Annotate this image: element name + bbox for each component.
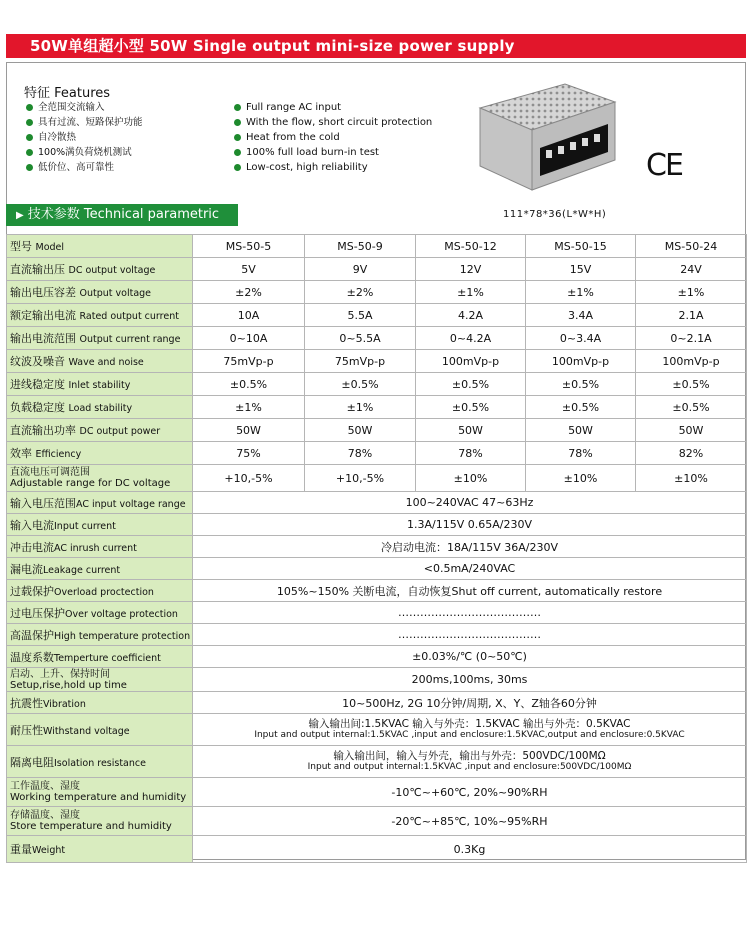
model-cell: MS-50-12	[416, 235, 526, 258]
bullet-icon	[26, 119, 33, 126]
table-row	[7, 692, 747, 714]
features-list-cn	[26, 100, 143, 175]
table-cell: 0~4.2A	[416, 327, 526, 350]
table-cell: +10,-5%	[305, 465, 416, 492]
table-cell: 15V	[526, 258, 636, 281]
row-label: 输入电流Input current	[7, 514, 193, 536]
table-row	[7, 668, 747, 692]
table-cell: 5.5A	[305, 304, 416, 327]
table-row	[7, 624, 747, 646]
table-cell: ±1%	[526, 281, 636, 304]
bullet-icon	[234, 164, 241, 171]
table-cell: ±1%	[305, 396, 416, 419]
row-label: 重量Weight	[7, 836, 193, 863]
row-label: 抗震性Vibration	[7, 692, 193, 714]
table-cell: …………………………………	[193, 624, 747, 646]
table-cell: 78%	[416, 442, 526, 465]
model-cell: MS-50-5	[193, 235, 305, 258]
table-row	[7, 558, 747, 580]
table-cell: 78%	[526, 442, 636, 465]
feature-item: 100% full load burn-in test	[234, 145, 432, 160]
table-cell: 75mVp-p	[193, 350, 305, 373]
table-row	[7, 465, 747, 492]
row-label: 漏电流Leakage current	[7, 558, 193, 580]
spec-table	[6, 234, 747, 863]
row-label: 输入电压范围AC input voltage range	[7, 492, 193, 514]
row-label: 输出电压容差 Output voltage	[7, 281, 193, 304]
model-cell: MS-50-15	[526, 235, 636, 258]
features-list-en	[234, 100, 432, 175]
table-cell: 75%	[193, 442, 305, 465]
feature-item: Low-cost, high reliability	[234, 160, 432, 175]
table-row	[7, 746, 747, 778]
table-row	[7, 442, 747, 465]
table-cell: ±10%	[416, 465, 526, 492]
table-cell: 0~5.5A	[305, 327, 416, 350]
row-label: 冲击电流AC inrush current	[7, 536, 193, 558]
row-label: 过电压保护Over voltage protection	[7, 602, 193, 624]
bullet-icon	[26, 134, 33, 141]
table-cell: 0~3.4A	[526, 327, 636, 350]
features-title: 特征 Features	[24, 86, 111, 101]
row-label: 存储温度、湿度 Store temperature and humidity	[7, 807, 193, 836]
row-label: 直流输出功率 DC output power	[7, 419, 193, 442]
table-cell: ±0.5%	[526, 396, 636, 419]
table-cell: 100mVp-p	[526, 350, 636, 373]
table-cell: 2.1A	[636, 304, 747, 327]
table-cell: 50W	[416, 419, 526, 442]
table-row	[7, 778, 747, 807]
table-cell: ±1%	[193, 396, 305, 419]
table-cell: 24V	[636, 258, 747, 281]
power-supply-image	[470, 78, 620, 196]
table-cell: ±0.5%	[636, 373, 747, 396]
table-row	[7, 258, 747, 281]
table-cell: …………………………………	[193, 602, 747, 624]
table-cell: ±10%	[636, 465, 747, 492]
table-cell: 100mVp-p	[416, 350, 526, 373]
table-row	[7, 396, 747, 419]
row-label: 额定输出电流 Rated output current	[7, 304, 193, 327]
table-row	[7, 492, 747, 514]
table-cell: 105%~150% 关断电流，自动恢复Shut off current, automatically restore	[193, 580, 747, 602]
feature-item: 低价位、高可靠性	[26, 160, 143, 175]
table-cell: 0~2.1A	[636, 327, 747, 350]
feature-item: Heat from the cold	[234, 130, 432, 145]
table-row	[7, 714, 747, 746]
bullet-icon	[234, 134, 241, 141]
table-cell: 100mVp-p	[636, 350, 747, 373]
table-cell: ±0.5%	[193, 373, 305, 396]
table-cell: 冷启动电流：18A/115V 36A/230V	[193, 536, 747, 558]
bullet-icon	[26, 164, 33, 171]
model-cell: MS-50-9	[305, 235, 416, 258]
table-cell: ±2%	[305, 281, 416, 304]
table-row	[7, 536, 747, 558]
row-label: 启动、上升、保持时间 Setup,rise,hold up time	[7, 668, 193, 692]
row-label: 工作温度、湿度 Working temperature and humidity	[7, 778, 193, 807]
table-cell: 50W	[636, 419, 747, 442]
table-cell: 输入输出间:1.5KVAC 输入与外壳：1.5KVAC 输出与外壳：0.5KVAC Input and output internal:1.5KVAC ,input and enclosure:1.5KVAC,output and enclosure:0.5KVAC	[193, 714, 747, 746]
table-row	[7, 350, 747, 373]
row-label: 过载保护Overload proctection	[7, 580, 193, 602]
table-cell: ±10%	[526, 465, 636, 492]
feature-item: 具有过流、短路保护功能	[26, 115, 143, 130]
table-cell: ±0.5%	[636, 396, 747, 419]
table-cell: 78%	[305, 442, 416, 465]
feature-item: 全范围交流输入	[26, 100, 143, 115]
table-cell: -20℃~+85℃, 10%~95%RH	[193, 807, 747, 836]
row-label: 进线稳定度 Inlet stability	[7, 373, 193, 396]
bullet-icon	[234, 149, 241, 156]
triangle-right-icon: ▶	[16, 210, 24, 221]
row-label: 纹波及噪音 Wave and noise	[7, 350, 193, 373]
table-cell: 50W	[193, 419, 305, 442]
table-row	[7, 580, 747, 602]
table-cell: 10~500Hz, 2G 10分钟/周期, X、Y、Z轴各60分钟	[193, 692, 747, 714]
title-banner: 50W单组超小型 50W Single output mini-size power supply	[6, 34, 746, 58]
bullet-icon	[234, 119, 241, 126]
feature-item: 自冷散热	[26, 130, 143, 145]
table-row	[7, 602, 747, 624]
row-label: 输出电流范围 Output current range	[7, 327, 193, 350]
row-label: 直流电压可调范围 Adjustable range for DC voltage	[7, 465, 193, 492]
row-label: 效率 Efficiency	[7, 442, 193, 465]
feature-item: 100%满负荷烧机测试	[26, 145, 143, 160]
dimensions-label: 111*78*36(L*W*H)	[503, 209, 607, 220]
feature-item: Full range AC input	[234, 100, 432, 115]
table-row	[7, 373, 747, 396]
table-cell: 0.3Kg	[193, 836, 747, 863]
table-cell: ±0.5%	[526, 373, 636, 396]
table-row	[7, 304, 747, 327]
row-label: 直流输出压 DC output voltage	[7, 258, 193, 281]
table-cell: 5V	[193, 258, 305, 281]
row-label: 负载稳定度 Load stability	[7, 396, 193, 419]
table-row	[7, 646, 747, 668]
table-cell: 75mVp-p	[305, 350, 416, 373]
model-cell: MS-50-24	[636, 235, 747, 258]
table-cell: +10,-5%	[193, 465, 305, 492]
ce-mark: CE	[646, 148, 682, 183]
table-cell: 12V	[416, 258, 526, 281]
table-header-row	[7, 235, 747, 258]
bullet-icon	[234, 104, 241, 111]
table-cell: 200ms,100ms, 30ms	[193, 668, 747, 692]
table-cell: 3.4A	[526, 304, 636, 327]
table-cell: 50W	[526, 419, 636, 442]
table-row	[7, 419, 747, 442]
table-cell: 100~240VAC 47~63Hz	[193, 492, 747, 514]
table-cell: 1.3A/115V 0.65A/230V	[193, 514, 747, 536]
table-cell: 50W	[305, 419, 416, 442]
bullet-icon	[26, 149, 33, 156]
table-cell: 82%	[636, 442, 747, 465]
table-cell: ±1%	[416, 281, 526, 304]
table-cell: 0~10A	[193, 327, 305, 350]
bullet-icon	[26, 104, 33, 111]
table-cell: 4.2A	[416, 304, 526, 327]
section-header: ▶ 技术参数 Technical parametric	[6, 204, 238, 226]
table-row	[7, 514, 747, 536]
table-cell: ±1%	[636, 281, 747, 304]
table-cell: 输入输出间，输入与外壳，输出与外壳：500VDC/100MΩ Input and output internal:1.5KVAC ,input and enclosure:500VDC/100MΩ	[193, 746, 747, 778]
table-cell: ±0.5%	[416, 396, 526, 419]
table-cell: ±0.5%	[305, 373, 416, 396]
row-label: 型号 Model	[7, 235, 193, 258]
row-label: 温度系数Temperture coefficient	[7, 646, 193, 668]
table-cell: ±0.03%/℃ (0~50℃)	[193, 646, 747, 668]
table-cell: ±0.5%	[416, 373, 526, 396]
table-cell: 9V	[305, 258, 416, 281]
table-cell: -10℃~+60℃, 20%~90%RH	[193, 778, 747, 807]
table-row	[7, 807, 747, 836]
table-cell: ±2%	[193, 281, 305, 304]
row-label: 耐压性Withstand voltage	[7, 714, 193, 746]
table-row	[7, 327, 747, 350]
table-row	[7, 836, 747, 863]
row-label: 高温保护High temperature protection	[7, 624, 193, 646]
table-row	[7, 281, 747, 304]
table-cell: <0.5mA/240VAC	[193, 558, 747, 580]
feature-item: With the flow, short circuit protection	[234, 115, 432, 130]
row-label: 隔离电阻Isolation resistance	[7, 746, 193, 778]
table-cell: 10A	[193, 304, 305, 327]
